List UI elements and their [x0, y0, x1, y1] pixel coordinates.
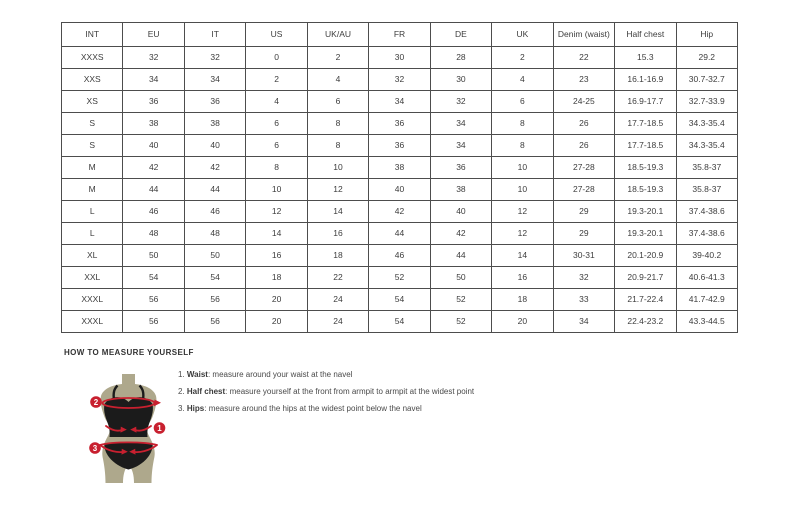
table-cell: 16.1-16.9: [615, 69, 676, 91]
table-cell: 37.4-38.6: [676, 223, 737, 245]
step-label: Half chest: [186, 387, 226, 396]
table-cell: 6: [492, 91, 553, 113]
table-cell: 38: [184, 113, 245, 135]
table-cell: 10: [246, 179, 307, 201]
step-label: Waist: [186, 370, 208, 379]
table-cell: 36: [369, 135, 430, 157]
table-cell: 34: [553, 311, 614, 333]
table-cell: 34: [184, 69, 245, 91]
swimsuit-top: [104, 397, 153, 437]
table-cell: 10: [307, 157, 368, 179]
table-cell: 29.2: [676, 47, 737, 69]
table-row: [62, 289, 738, 311]
table-cell: 35.8-37: [676, 157, 737, 179]
table-cell: 54: [369, 311, 430, 333]
table-cell: 21.7-22.4: [615, 289, 676, 311]
table-cell: 32: [430, 91, 491, 113]
table-cell: 8: [492, 135, 553, 157]
waist-badge: [154, 422, 166, 434]
table-cell: 16: [307, 223, 368, 245]
table-cell: 46: [184, 201, 245, 223]
table-cell: 16: [492, 267, 553, 289]
table-cell: 6: [307, 91, 368, 113]
table-cell: 56: [184, 289, 245, 311]
table-cell: 36: [184, 91, 245, 113]
mannequin-figure: [78, 372, 174, 490]
table-cell: 30: [430, 69, 491, 91]
table-cell: 48: [123, 223, 184, 245]
table-cell: 34: [369, 91, 430, 113]
table-cell: 33: [553, 289, 614, 311]
table-cell: 12: [307, 179, 368, 201]
table-cell: 14: [492, 245, 553, 267]
table-cell: 36: [369, 113, 430, 135]
measure-step: [178, 366, 474, 383]
table-cell: 32: [369, 69, 430, 91]
table-cell: 18.5-19.3: [615, 179, 676, 201]
table-cell: 52: [430, 311, 491, 333]
hips-badge-number: 3: [92, 444, 98, 453]
table-cell: 8: [307, 135, 368, 157]
measure-step: [178, 400, 474, 417]
table-cell: S: [62, 135, 123, 157]
table-cell: 34: [123, 69, 184, 91]
table-cell: 15.3: [615, 47, 676, 69]
table-cell: 50: [123, 245, 184, 267]
table-cell: 2: [492, 47, 553, 69]
step-text: : measure around the hips at the widest point below the navel: [204, 404, 422, 413]
table-cell: 14: [307, 201, 368, 223]
table-cell: 32.7-33.9: [676, 91, 737, 113]
header-row: [62, 23, 738, 47]
table-cell: 24: [307, 289, 368, 311]
table-cell: 42: [123, 157, 184, 179]
table-cell: 43.3-44.5: [676, 311, 737, 333]
table-cell: XXXL: [62, 289, 123, 311]
hips-badge: [89, 442, 101, 454]
column-header: Denim (waist): [553, 23, 614, 47]
table-row: [62, 311, 738, 333]
table-cell: 54: [123, 267, 184, 289]
table-cell: 12: [246, 201, 307, 223]
column-header: UK: [492, 23, 553, 47]
table-cell: 32: [184, 47, 245, 69]
table-cell: 18: [246, 267, 307, 289]
waist-badge-number: 1: [157, 424, 162, 433]
table-cell: 32: [553, 267, 614, 289]
table-cell: 10: [492, 157, 553, 179]
table-cell: 38: [430, 179, 491, 201]
table-cell: 50: [430, 267, 491, 289]
table-cell: 20: [246, 311, 307, 333]
table-cell: XL: [62, 245, 123, 267]
table-cell: 8: [246, 157, 307, 179]
table-cell: 52: [369, 267, 430, 289]
table-cell: 56: [123, 289, 184, 311]
step-number: 1.: [178, 370, 187, 379]
table-cell: M: [62, 157, 123, 179]
step-number: 3.: [178, 404, 187, 413]
table-cell: 26: [553, 113, 614, 135]
column-header: US: [246, 23, 307, 47]
table-cell: 56: [123, 311, 184, 333]
table-cell: 4: [246, 91, 307, 113]
size-chart-header: [62, 23, 738, 47]
table-cell: 46: [123, 201, 184, 223]
table-cell: 4: [307, 69, 368, 91]
table-cell: 40: [369, 179, 430, 201]
table-cell: 40.6-41.3: [676, 267, 737, 289]
table-cell: 36: [123, 91, 184, 113]
table-row: [62, 91, 738, 113]
column-header: DE: [430, 23, 491, 47]
table-cell: 18: [307, 245, 368, 267]
table-cell: 34.3-35.4: [676, 135, 737, 157]
measure-steps-list: [178, 366, 474, 417]
table-cell: M: [62, 179, 123, 201]
table-cell: L: [62, 201, 123, 223]
table-cell: 37.4-38.6: [676, 201, 737, 223]
table-cell: 24: [307, 311, 368, 333]
table-cell: 22: [553, 47, 614, 69]
table-cell: L: [62, 223, 123, 245]
table-cell: 38: [123, 113, 184, 135]
column-header: Hip: [676, 23, 737, 47]
chest-badge: [90, 396, 102, 408]
table-row: [62, 113, 738, 135]
size-chart-body: [62, 47, 738, 333]
table-cell: 44: [430, 245, 491, 267]
table-cell: 29: [553, 201, 614, 223]
column-header: UK/AU: [307, 23, 368, 47]
column-header: Half chest: [615, 23, 676, 47]
table-cell: 56: [184, 311, 245, 333]
table-cell: 34: [430, 135, 491, 157]
table-cell: 30: [369, 47, 430, 69]
table-cell: 8: [307, 113, 368, 135]
table-cell: 22.4-23.2: [615, 311, 676, 333]
table-cell: 0: [246, 47, 307, 69]
table-cell: 6: [246, 113, 307, 135]
table-cell: 54: [184, 267, 245, 289]
mannequin-illustration: [78, 372, 174, 490]
table-cell: 48: [184, 223, 245, 245]
table-cell: 23: [553, 69, 614, 91]
column-header: FR: [369, 23, 430, 47]
table-cell: 46: [369, 245, 430, 267]
table-cell: 34: [430, 113, 491, 135]
table-cell: 30.7-32.7: [676, 69, 737, 91]
table-cell: 19.3-20.1: [615, 201, 676, 223]
step-text: : measure around your waist at the navel: [207, 370, 353, 379]
column-header: INT: [62, 23, 123, 47]
table-cell: 52: [430, 289, 491, 311]
table-cell: 36: [430, 157, 491, 179]
table-cell: 50: [184, 245, 245, 267]
column-header: IT: [184, 23, 245, 47]
table-cell: 20: [246, 289, 307, 311]
table-row: [62, 245, 738, 267]
table-row: [62, 223, 738, 245]
table-cell: 14: [246, 223, 307, 245]
table-cell: 44: [184, 179, 245, 201]
table-cell: 44: [369, 223, 430, 245]
table-cell: 6: [246, 135, 307, 157]
table-cell: 17.7-18.5: [615, 135, 676, 157]
table-cell: XXL: [62, 267, 123, 289]
table-cell: 44: [123, 179, 184, 201]
table-cell: 54: [369, 289, 430, 311]
table-cell: 18.5-19.3: [615, 157, 676, 179]
step-number: 2.: [178, 387, 187, 396]
column-header: EU: [123, 23, 184, 47]
table-cell: 34.3-35.4: [676, 113, 737, 135]
table-cell: 2: [246, 69, 307, 91]
table-row: [62, 267, 738, 289]
table-cell: 27-28: [553, 179, 614, 201]
table-cell: 12: [492, 201, 553, 223]
table-cell: 42: [430, 223, 491, 245]
table-cell: 8: [492, 113, 553, 135]
table-row: [62, 179, 738, 201]
table-cell: 40: [430, 201, 491, 223]
table-cell: 20.1-20.9: [615, 245, 676, 267]
table-cell: S: [62, 113, 123, 135]
table-cell: XS: [62, 91, 123, 113]
table-cell: 27-28: [553, 157, 614, 179]
table-cell: 2: [307, 47, 368, 69]
table-cell: 12: [492, 223, 553, 245]
table-cell: 4: [492, 69, 553, 91]
measure-guide-heading: HOW TO MEASURE YOURSELF: [64, 348, 194, 357]
table-cell: 38: [369, 157, 430, 179]
table-cell: 41.7-42.9: [676, 289, 737, 311]
table-cell: XXXL: [62, 311, 123, 333]
table-cell: 22: [307, 267, 368, 289]
table-cell: 40: [123, 135, 184, 157]
table-cell: 18: [492, 289, 553, 311]
chest-badge-number: 2: [93, 398, 99, 407]
table-cell: XXXS: [62, 47, 123, 69]
table-cell: 17.7-18.5: [615, 113, 676, 135]
step-text: : measure yourself at the front from armpit to armpit at the widest point: [225, 387, 475, 396]
table-cell: 42: [369, 201, 430, 223]
measure-step: [178, 383, 474, 400]
table-cell: 10: [492, 179, 553, 201]
table-row: [62, 69, 738, 91]
table-cell: 16.9-17.7: [615, 91, 676, 113]
table-cell: 16: [246, 245, 307, 267]
table-cell: 19.3-20.1: [615, 223, 676, 245]
table-cell: 20.9-21.7: [615, 267, 676, 289]
table-cell: 28: [430, 47, 491, 69]
table-cell: 20: [492, 311, 553, 333]
step-label: Hips: [186, 404, 205, 413]
table-cell: 26: [553, 135, 614, 157]
table-cell: 40: [184, 135, 245, 157]
table-cell: 42: [184, 157, 245, 179]
table-row: [62, 47, 738, 69]
measure-guide-section: [64, 348, 704, 508]
table-cell: 39-40.2: [676, 245, 737, 267]
table-cell: 30-31: [553, 245, 614, 267]
table-cell: XXS: [62, 69, 123, 91]
table-cell: 32: [123, 47, 184, 69]
size-chart-table: [61, 22, 738, 333]
table-row: [62, 135, 738, 157]
table-row: [62, 157, 738, 179]
table-cell: 24-25: [553, 91, 614, 113]
table-cell: 29: [553, 223, 614, 245]
table-cell: 35.8-37: [676, 179, 737, 201]
table-row: [62, 201, 738, 223]
